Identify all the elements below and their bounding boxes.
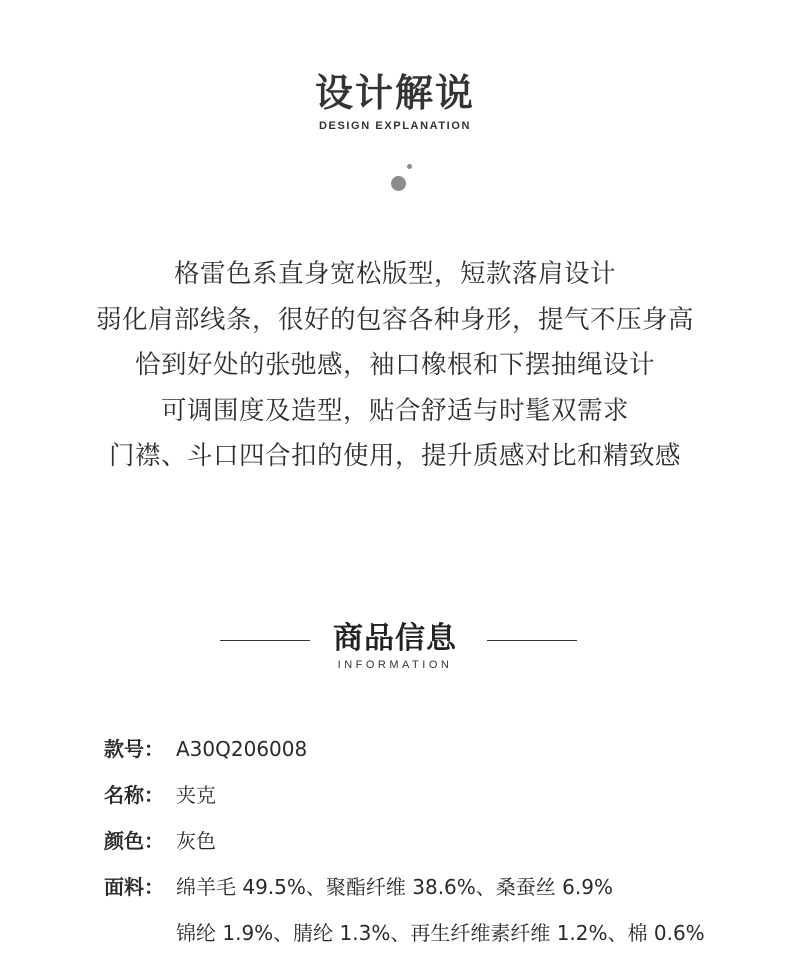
info-row-name <box>104 782 216 808</box>
info-value: 灰色 <box>176 829 216 853</box>
design-subtitle: DESIGN EXPLANATION <box>318 120 472 132</box>
info-row-color <box>104 828 216 854</box>
info-value: 绵羊毛 49.5%、聚酯纤维 38.6%、桑蚕丝 6.9% <box>176 875 613 899</box>
design-line: 门襟、斗口四合扣的使用，提升质感对比和精致感 <box>108 441 681 471</box>
design-line: 恰到好处的张弛感，袖口橡根和下摆抽绳设计 <box>134 350 655 380</box>
decorative-dot-small <box>407 164 412 169</box>
info-value: 夹克 <box>176 783 216 807</box>
info-label: 款号： <box>104 737 164 761</box>
info-title: 商品信息 <box>333 621 457 656</box>
info-label: 名称： <box>104 783 164 807</box>
design-title: 设计解说 <box>314 71 475 115</box>
info-value: A30Q206008 <box>176 737 308 761</box>
info-row-style-number <box>104 736 307 762</box>
design-description <box>0 252 790 480</box>
design-line: 格雷色系直身宽松版型，短款落肩设计 <box>173 259 616 289</box>
info-label: 面料： <box>104 875 164 899</box>
info-subtitle: INFORMATION <box>337 659 453 671</box>
info-fabric-continuation: 锦纶 1.9%、腈纶 1.3%、再生纤维素纤维 1.2%、棉 0.6% <box>176 921 705 945</box>
info-row-fabric <box>104 874 613 900</box>
design-line: 可调围度及造型，贴合舒适与时髦双需求 <box>160 395 629 426</box>
design-line: 弱化肩部线条，很好的包容各种身形，提气不压身高 <box>95 304 694 335</box>
decorative-dot-large <box>391 176 406 191</box>
info-label: 颜色： <box>104 829 164 853</box>
